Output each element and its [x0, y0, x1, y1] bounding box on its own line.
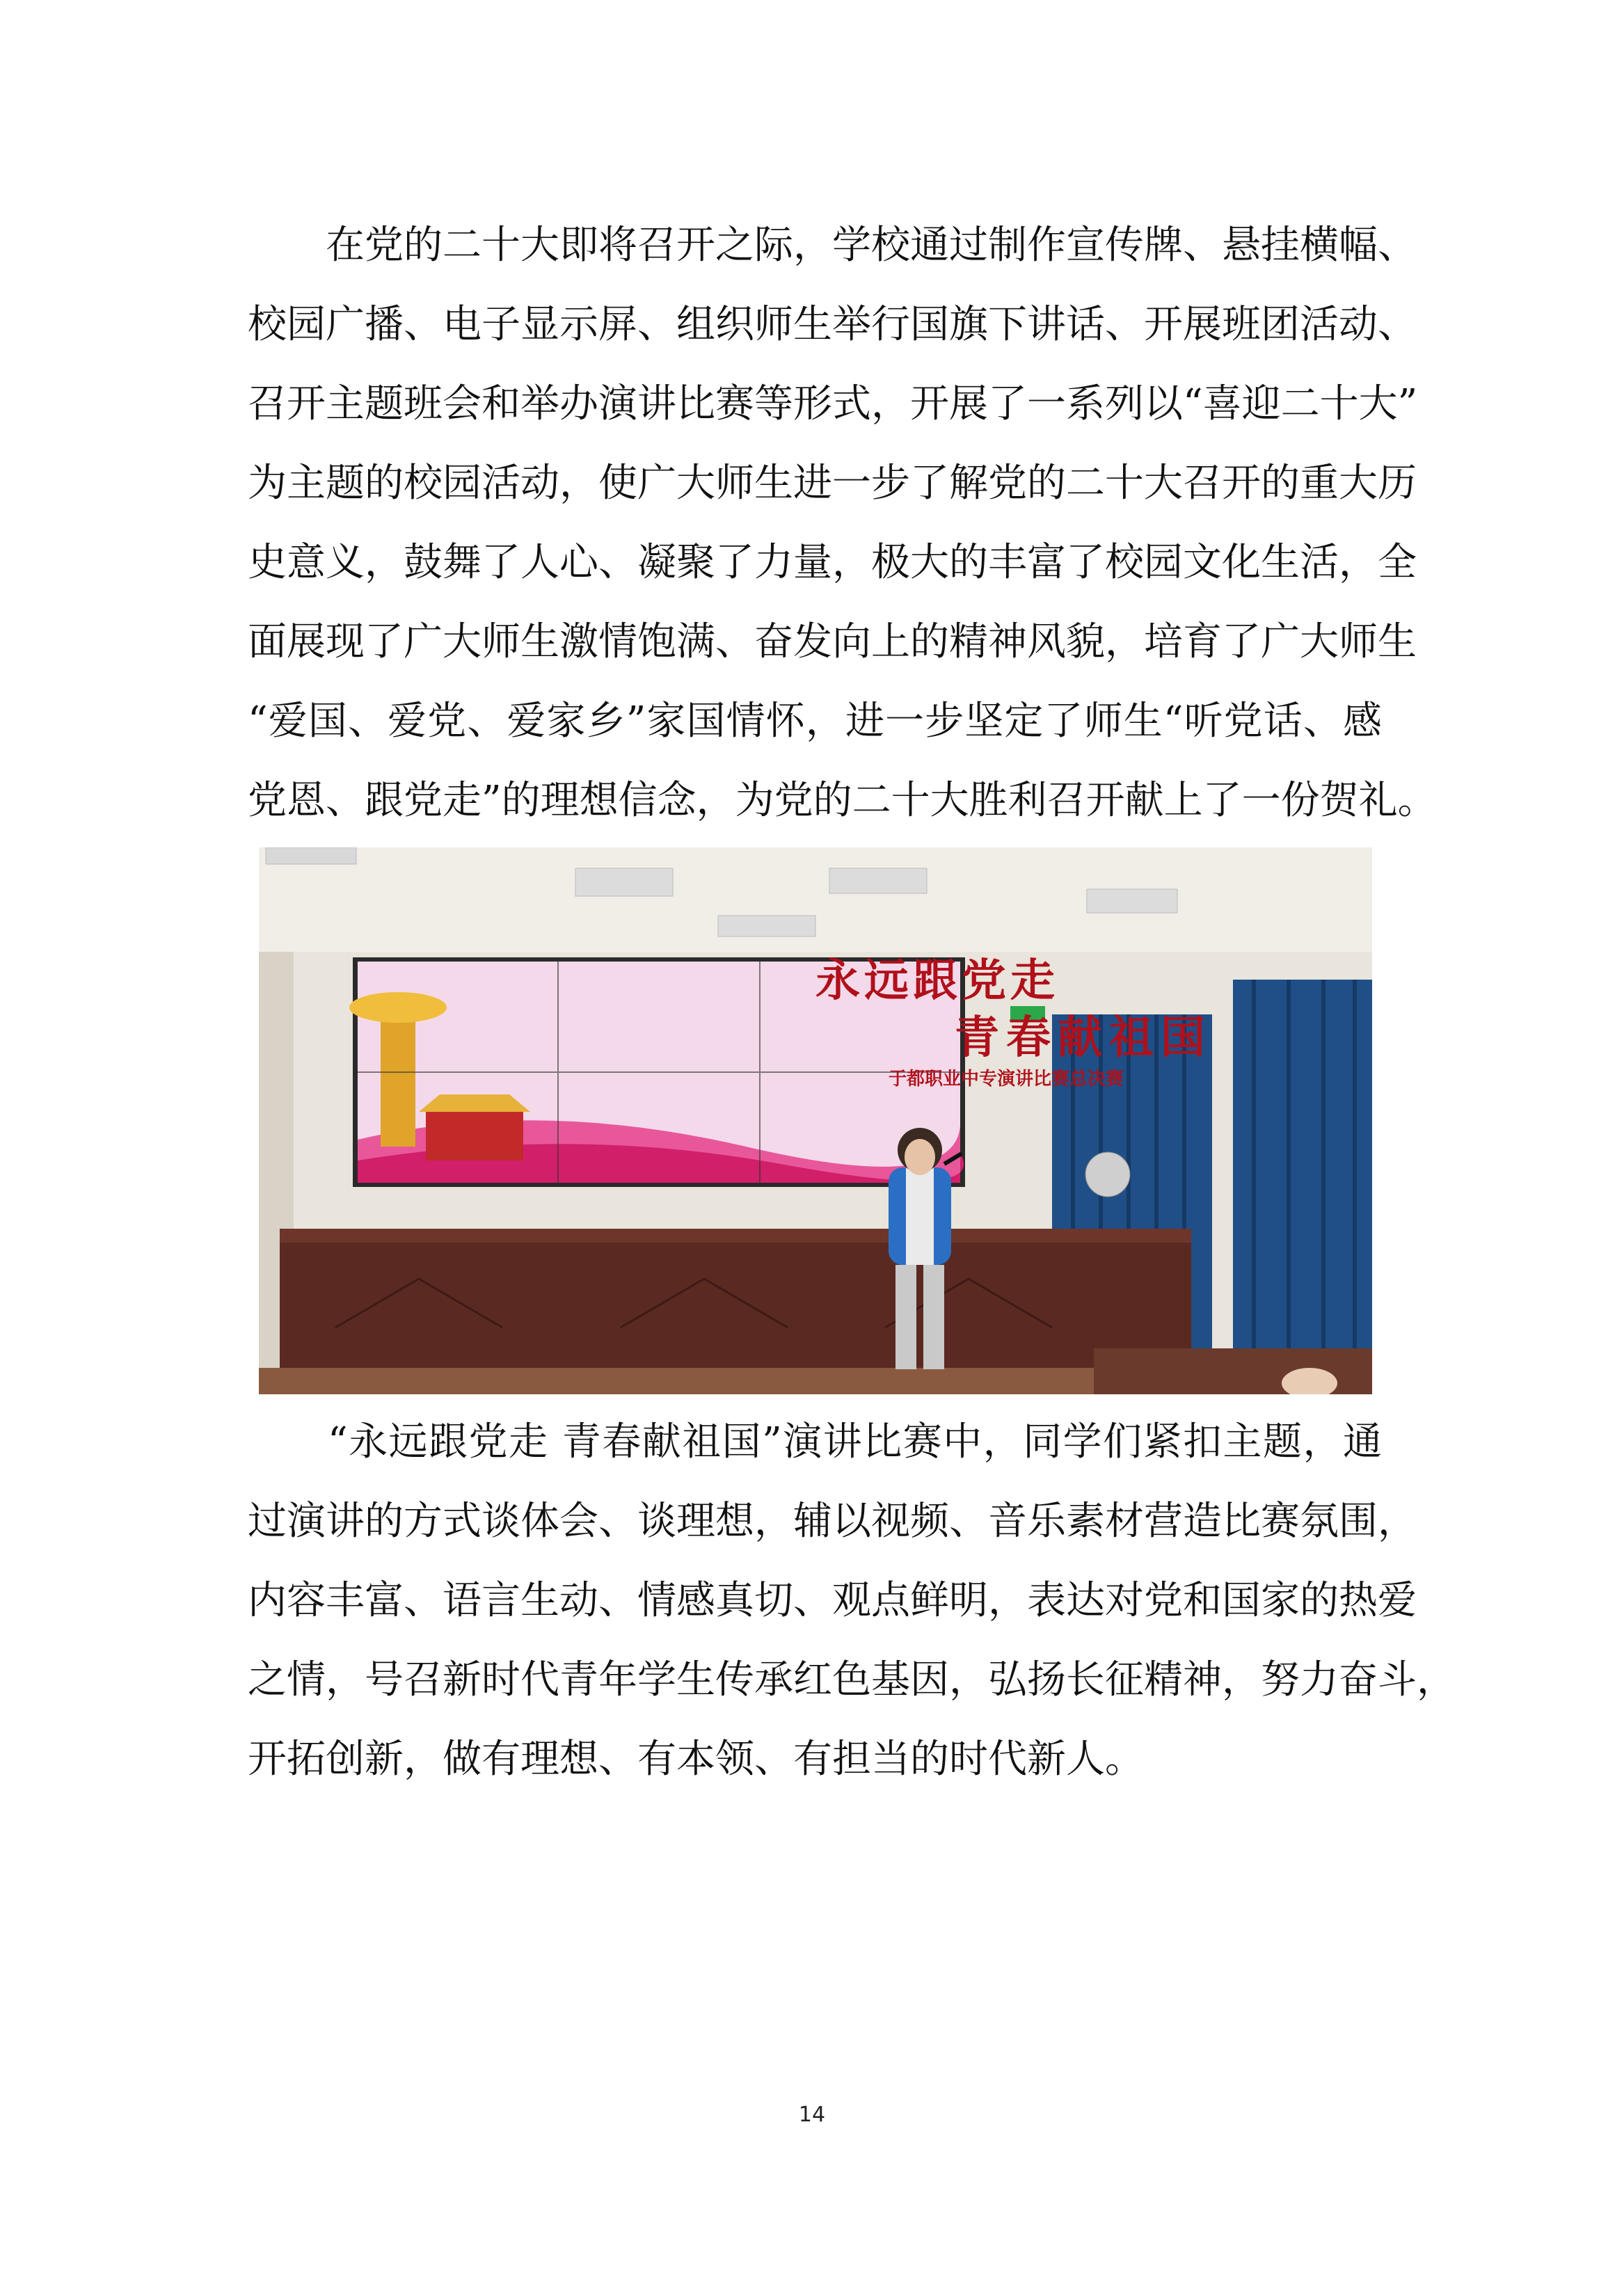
paragraph-line: 召开主题班会和举办演讲比赛等形式，开展了一系列以“喜迎二十大”	[248, 381, 1418, 426]
paragraph-line: 党恩、跟党走”的理想信念，为党的二十大胜利召开献上了一份贺礼。	[248, 778, 1437, 823]
paragraph-line: 面展现了广大师生激情饱满、奋发向上的精神风貌，培育了广大师生	[248, 619, 1417, 664]
paragraph-line: 史意义，鼓舞了人心、凝聚了力量，极大的丰富了校园文化生活，全	[248, 540, 1417, 585]
photo-illustration	[259, 847, 1372, 1394]
paragraph-line: 过演讲的方式谈体会、谈理想，辅以视频、音乐素材营造比赛氛围，	[248, 1499, 1417, 1544]
paragraph-line: 在党的二十大即将召开之际，学校通过制作宣传牌、悬挂横幅、	[248, 223, 1417, 268]
paragraph-line: 开拓创新，做有理想、有本领、有担当的时代新人。	[248, 1737, 1144, 1782]
paragraph-intro	[248, 206, 1437, 840]
screen-title-line2: 青春献祖国	[955, 1012, 1212, 1064]
paragraph-line: 内容丰富、语言生动、情感真切、观点鲜明，表达对党和国家的热爱	[248, 1578, 1417, 1623]
paragraph-line: 为主题的校园活动，使广大师生进一步了解党的二十大召开的重大历	[248, 461, 1417, 506]
speech-contest-photo	[259, 847, 1372, 1394]
screen-title-line1: 永远跟党走	[815, 955, 1059, 1007]
paragraph-line: 之情，号召新时代青年学生传承红色基因，弘扬长征精神，努力奋斗，	[248, 1657, 1456, 1703]
paragraph-line: “爱国、爱党、爱家乡”家国情怀，进一步坚定了师生“听党话、感	[248, 699, 1382, 744]
screen-subtitle: 于都职业中专演讲比赛总决赛	[889, 1069, 1124, 1090]
paragraph-line: 校园广播、电子显示屏、组织师生举行国旗下讲话、开展班团活动、	[248, 302, 1417, 347]
page-number: 14	[798, 2103, 826, 2127]
paragraph-line: “永远跟党走 青春献祖国”演讲比赛中，同学们紧扣主题，通	[248, 1419, 1382, 1465]
paragraph-contest	[248, 1403, 1456, 1799]
